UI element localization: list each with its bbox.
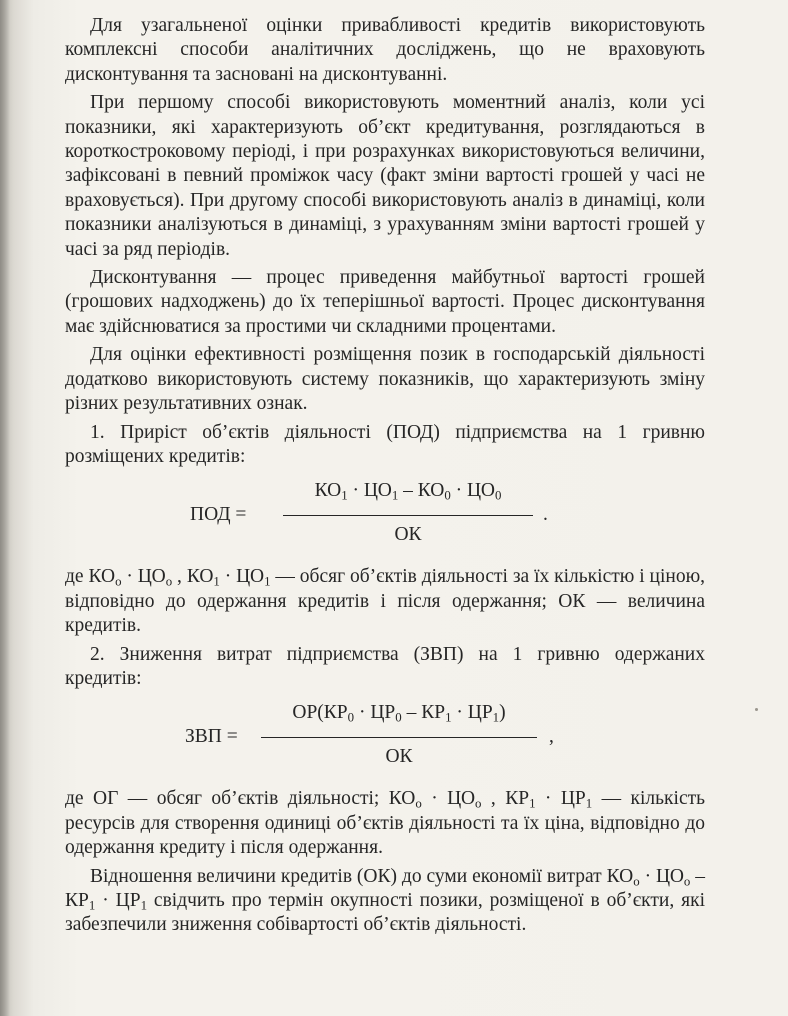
paragraph-discounting: Дисконтування — процес приведення майбутньої вартості грошей (грошових надходжень) до їх теперішньої вартості. Процес дисконтування має здійснюватися за простими чи складними процентами. xyxy=(65,267,705,337)
paragraph-intro: Для узагальненої оцінки привабливості кредитів використовують комплексні способи аналітичних досліджень, що не враховують дисконтування та засновані на дисконтуванні. xyxy=(65,15,705,85)
paragraph-conclusion: Відношення величини кредитів (ОК) до суми економії витрат $КО_о \cdot ЦО_о - КР_1 \cdot ЦР_1$ свідчить про термін окупності позики, розміщеної в об’єкти, які забезпечили зниження собівартості об’єктів діяльності. xyxy=(65,865,706,936)
formula-zvp xyxy=(65,695,705,783)
formula-zvp-numerator: $ОР(КР_0 \cdot ЦР_0 - КР_1 \cdot ЦР_1)$ xyxy=(292,702,506,725)
formula-pod-fraction-bar xyxy=(283,515,533,516)
formula-pod xyxy=(65,473,705,561)
formula-pod-lhs: ПОД = xyxy=(190,504,247,526)
formula-pod-period: . xyxy=(543,504,548,526)
formula-pod-numerator: $КО_1 \cdot ЦО_1 - КО_0 \cdot ЦО_0$ xyxy=(314,480,502,503)
page-spine-shadow xyxy=(0,0,10,1016)
paragraph-indicators: Для оцінки ефективності розміщення позик в господарській діяльності додатково використовують систему показників, що характеризують зміну різних результативних ознак. xyxy=(65,344,705,415)
item-2-heading: 2. Зниження витрат підприємства (ЗВП) на 1 гривню одержаних кредитів: xyxy=(65,643,705,689)
formula-pod-explanation: де $КО_о \cdot ЦО_о$ , $КО_1 \cdot ЦО_1$ — обсяг об’єктів діяльності за їх кількістю і ціною, відповідно до одержання кредитів і після одержання; ОК — величина кредитів. xyxy=(65,566,706,637)
item-1-heading: 1. Приріст об’єктів діяльності (ПОД) підприємства на 1 гривню розміщених кредитів: xyxy=(65,421,705,467)
paragraph-methods: При першому способі використовують моментний аналіз, коли усі показники, які характеризують об’єкт кредитування, розглядаються в короткостроковому періоді, і при розрахунках використовуються величини, зафіксовані в певний проміжок часу (факт зміни вартості грошей у часі не враховується). При другому способі використовують аналіз в динаміці, коли показники аналізуються в динаміці, з урахуванням зміни вартості грошей у часі за ряд періодів. xyxy=(65,92,705,260)
formula-zvp-explanation: де ОГ — обсяг об’єктів діяльності; $КО_о \cdot ЦО_о$ , $КР_1 \cdot ЦР_1$ — кількість ресурсів для створення одиниці об’єктів діяльності та їх ціна, відповідно до одержання кредиту і після одержання. xyxy=(65,788,706,859)
formula-zvp-denominator: ОК xyxy=(385,746,413,768)
page-text xyxy=(65,14,705,942)
formula-zvp-fraction-bar xyxy=(261,737,537,738)
formula-pod-denominator: ОК xyxy=(394,524,422,546)
formula-zvp-comma: , xyxy=(549,726,554,748)
paper-speck xyxy=(755,708,758,711)
formula-zvp-lhs: ЗВП = xyxy=(185,726,238,748)
